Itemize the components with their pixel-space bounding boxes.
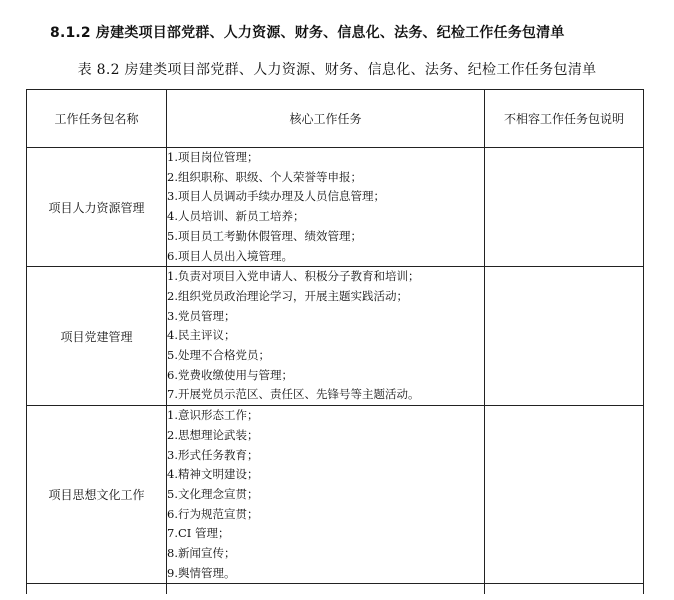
task-item: 8.新闻宣传； bbox=[167, 546, 236, 561]
task-package-table bbox=[26, 89, 644, 594]
task-item: 3.项目人员调动手续办理及人员信息管理； bbox=[167, 189, 385, 204]
task-item: 3.党员管理； bbox=[167, 308, 236, 323]
task-item: 9.舆情管理。 bbox=[167, 565, 236, 580]
table-cell bbox=[485, 584, 644, 595]
core-tasks-cell bbox=[167, 148, 485, 267]
task-list bbox=[167, 148, 484, 266]
section-heading: 8.1.2 房建类项目部党群、人力资源、财务、信息化、法务、纪检工作任务包清单 bbox=[50, 25, 565, 41]
table-cell bbox=[167, 584, 485, 595]
package-name-cell: 项目人力资源管理 bbox=[27, 148, 167, 267]
core-tasks-cell bbox=[167, 406, 485, 584]
task-item: 5.文化理念宣贯； bbox=[167, 486, 259, 501]
task-item: 7.CI 管理； bbox=[167, 526, 230, 541]
task-item: 2.思想理论武装； bbox=[167, 427, 259, 442]
table-cell bbox=[27, 584, 167, 595]
table-header-row bbox=[27, 90, 644, 148]
task-item: 2.组织党员政治理论学习，开展主题实践活动； bbox=[167, 288, 408, 303]
task-item: 1.项目岗位管理； bbox=[167, 150, 259, 164]
task-item: 5.处理不合格党员； bbox=[167, 348, 270, 363]
core-tasks-cell bbox=[167, 267, 485, 406]
task-item: 7.开展党员示范区、责任区、先锋号等主题活动。 bbox=[167, 387, 420, 402]
table-row-continuation bbox=[27, 584, 644, 595]
task-item: 3.形式任务教育； bbox=[167, 447, 259, 462]
incompatible-note-cell bbox=[485, 406, 644, 584]
header-incompatible-note: 不相容工作任务包说明 bbox=[485, 90, 644, 148]
task-item: 4.民主评议； bbox=[167, 328, 236, 343]
table-row bbox=[27, 267, 644, 406]
task-item: 6.项目人员出入境管理。 bbox=[167, 248, 293, 263]
task-item: 6.党费收缴使用与管理； bbox=[167, 367, 293, 382]
task-item: 1.意识形态工作； bbox=[167, 408, 259, 423]
task-item: 6.行为规范宣贯； bbox=[167, 506, 259, 521]
task-list bbox=[167, 406, 484, 583]
task-item: 1.负责对项目入党申请人、积极分子教育和培训； bbox=[167, 269, 420, 284]
incompatible-note-cell bbox=[485, 148, 644, 267]
task-item: 4.人员培训、新员工培养； bbox=[167, 209, 305, 224]
table-caption: 表 8.2 房建类项目部党群、人力资源、财务、信息化、法务、纪检工作任务包清单 bbox=[77, 62, 597, 78]
incompatible-note-cell bbox=[485, 267, 644, 406]
task-item: 4.精神文明建设； bbox=[167, 467, 259, 482]
table-row bbox=[27, 406, 644, 584]
header-package-name: 工作任务包名称 bbox=[27, 90, 167, 148]
table-row bbox=[27, 148, 644, 267]
task-item: 5.项目员工考勤休假管理、绩效管理； bbox=[167, 228, 362, 243]
task-item: 2.组织职称、职级、个人荣誉等申报； bbox=[167, 169, 362, 184]
task-list bbox=[167, 267, 484, 405]
header-core-tasks: 核心工作任务 bbox=[167, 90, 485, 148]
package-name-cell: 项目思想文化工作 bbox=[27, 406, 167, 584]
package-name-cell: 项目党建管理 bbox=[27, 267, 167, 406]
